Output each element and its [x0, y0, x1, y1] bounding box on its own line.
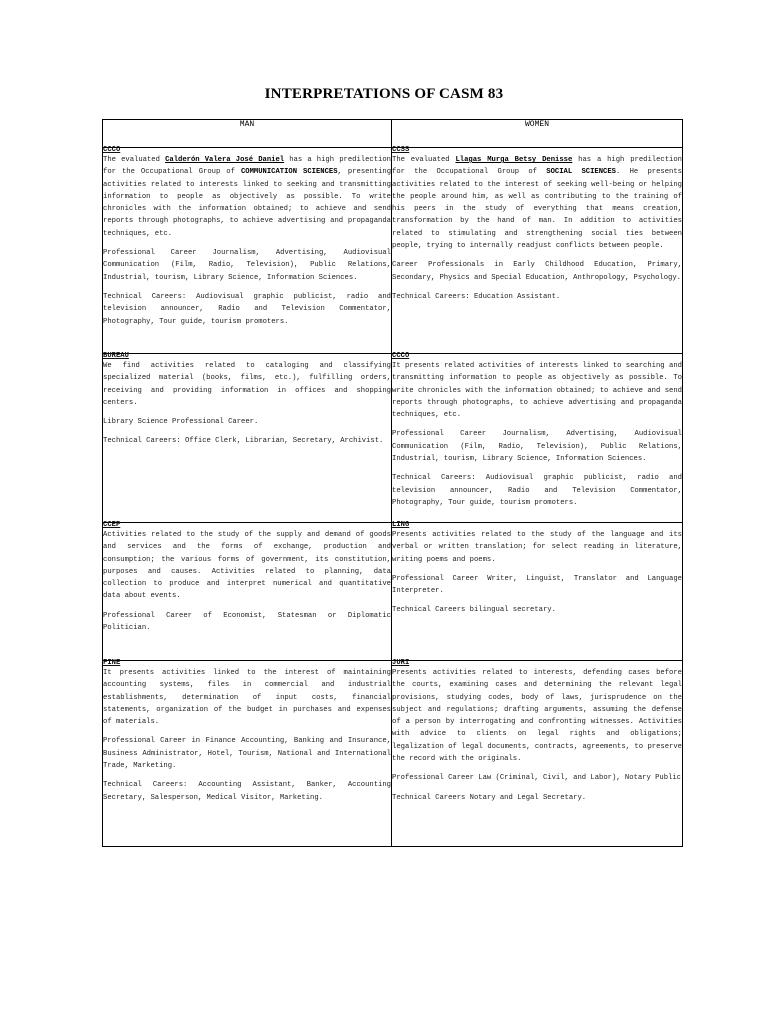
header-row: [103, 120, 683, 148]
description-paragraph: The evaluated Calderón Valera José Daniel has a high predilection for the Occupational Group of COMMUNICATION SCIENCES, presenting activities related to interests linked to seeking and transmitting information to people as objectively as possible. To write chronicles with the information obtained; to achieve and send reports through photographs, to achieve advertising and propaganda techniques, etc.: [103, 156, 392, 238]
column-header-women: WOMEN: [392, 120, 683, 148]
technical-careers: Technical Careers: Education Assistant.: [392, 292, 561, 301]
man-cell: [103, 523, 392, 661]
group-code: LING: [392, 521, 410, 529]
group-code: FINE: [103, 659, 121, 667]
women-cell: [392, 661, 683, 847]
description-paragraph: Presents activities related to interests, defending cases before the courts, examining cases and determining the relevant legal provisions, studying codes, body of laws, jurisprudence on the subject and regulations; drafting arguments, assuming the defense of a person by interrogating and confronting witnesses. Activities with advice to clients on legal rights and obligations; legalization of legal documents, contracts, agreements, to preserve the record with the originals.: [392, 669, 682, 764]
description-paragraph: Activities related to the study of the supply and demand of goods and services and the forms of exchange, production and consumption; the various forms of government, its constitution, purposes and causes. Activities related to planning, data collection to produce and interpret numerical and quantitative data about events.: [103, 531, 391, 601]
technical-careers: Technical Careers: Office Clerk, Librarian, Secretary, Archivist.: [103, 437, 384, 446]
professional-careers: Professional Career Law (Criminal, Civil, and Labor), Notary Public: [392, 774, 681, 783]
evaluated-name: Llagas Murga Betsy Denisse: [455, 156, 573, 164]
description-paragraph: It presents activities linked to the interest of maintaining accounting systems, files in commercial and industrial establishments, determination of input costs, financial statements, organization of the budget in purchases and expenses of materials.: [103, 669, 391, 727]
technical-careers: Technical Careers: Audiovisual graphic publicist, radio and television announcer, Radio and Television Commentator, Photography, Tour guide, tourism promoters.: [103, 292, 391, 326]
table-row: [103, 661, 683, 847]
professional-careers: Professional Career of Economist, Statesman or Diplomatic Politician.: [103, 611, 391, 633]
technical-careers: Technical Careers: Audiovisual graphic publicist, radio and television announcer, Radio and Television Commentator, Photography, Tour guide, tourism promoters.: [392, 474, 682, 507]
group-code: CCEP: [103, 521, 121, 529]
description-paragraph: It presents related activities of interests linked to searching and transmitting information to people as objectively as possible. To write chronicles with the information obtained; to achieve and send reports through photographs, to achieve advertising and propaganda techniques, etc.: [392, 362, 682, 420]
group-code: BUREAU: [103, 352, 129, 360]
description-paragraph: We find activities related to cataloging and classifying specialized material (books, films, etc.), fulfilling orders, receiving and providing information in offices and shopping centers.: [103, 362, 391, 407]
occupational-group: SOCIAL SCIENCES: [546, 168, 616, 177]
description-paragraph: Presents activities related to the study of the language and its verbal or written translation; for select reading in literature, writing poems and poems.: [392, 531, 682, 564]
group-code: CCCO: [392, 352, 410, 360]
women-cell: [392, 523, 683, 661]
table-row: [103, 354, 683, 523]
technical-careers: Technical Careers Notary and Legal Secretary.: [392, 793, 587, 802]
document-title: INTERPRETATIONS OF CASM 83: [264, 86, 504, 102]
man-cell: [103, 148, 392, 354]
description-paragraph: The evaluated Llagas Murga Betsy Denisse has a high predilection for the Occupational Group of SOCIAL SCIENCES. He presents activities related to the interest of seeking well-being or helping the people around him, as well as contributing to the training of his peers in the study of everything that means creation, transformation by the hand of man. In addition to activities related to stimulating and strengthening social ties between people, trying to internally readjust conflicts between people.: [392, 156, 682, 251]
group-code: CCSS: [392, 146, 410, 154]
professional-careers: Professional Career in Finance Accounting, Banking and Insurance, Business Administrator, Hotel, Tourism, National and International Trade, Marketing.: [103, 737, 391, 771]
professional-careers: Professional Career Journalism, Advertising, Audiovisual Communication (Film, Radio, Television), Public Relations, Industrial, tourism, Library Science, Information Sciences.: [392, 430, 682, 464]
table-row: [103, 148, 683, 354]
women-cell: [392, 354, 683, 523]
professional-careers: Professional Career Writer, Linguist, Translator and Language Interpreter.: [392, 574, 682, 596]
table-row: [103, 523, 683, 661]
man-cell: [103, 354, 392, 523]
technical-careers: Technical Careers bilingual secretary.: [392, 606, 556, 615]
man-cell: [103, 661, 392, 847]
professional-careers: Professional Career Journalism, Advertising, Audiovisual Communication (Film, Radio, Television), Public Relations, Industrial, tourism, Library Science, Information Sciences.: [103, 249, 391, 282]
interpretations-table: [102, 119, 683, 847]
technical-careers: Technical Careers: Accounting Assistant, Banker, Accounting Secretary, Salesperson, Medical Visitor, Marketing.: [103, 781, 391, 802]
group-code: CCCO: [103, 146, 121, 154]
professional-careers: Career Professionals in Early Childhood Education, Primary, Secondary, Physics and Special Education, Anthropology, Psychology.: [392, 261, 682, 282]
occupational-group: COMMUNICATION SCIENCES: [240, 168, 338, 177]
professional-careers: Library Science Professional Career.: [103, 418, 259, 427]
women-cell: [392, 148, 683, 354]
group-code: JURI: [392, 659, 410, 667]
evaluated-name: Calderón Valera José Daniel: [165, 156, 285, 164]
column-header-man: MAN: [103, 120, 392, 148]
